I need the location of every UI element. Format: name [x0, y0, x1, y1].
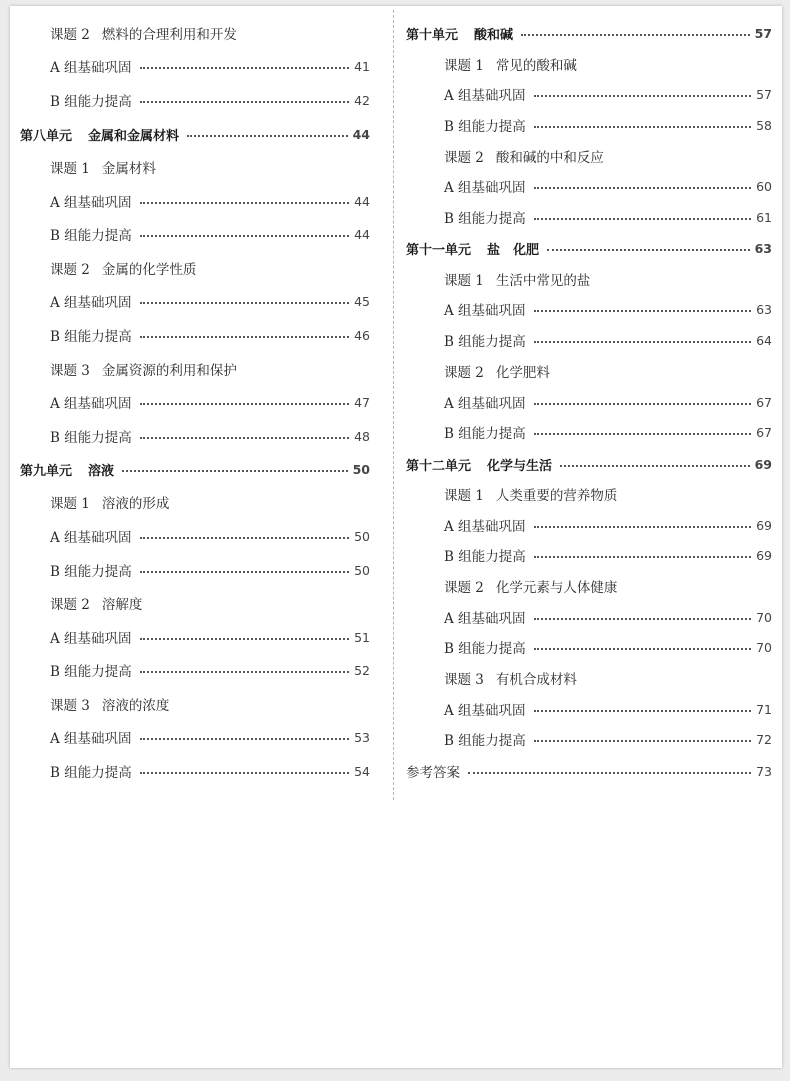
toc-lesson-label: 课题 1	[50, 496, 90, 512]
toc-unit-title: 盐 化肥	[487, 242, 540, 258]
page-number: 50	[352, 461, 370, 477]
page-number: 61	[756, 209, 772, 225]
toc-exercise-entry[interactable]	[10, 524, 380, 548]
page-number: 57	[756, 86, 772, 102]
dot-leader	[534, 648, 751, 650]
toc-exercise-entry[interactable]	[396, 205, 782, 229]
dot-leader	[140, 638, 350, 640]
toc-exercise-label: B 组能力提高	[50, 765, 132, 781]
toc-exercise-label: A 组基础巩固	[444, 519, 526, 535]
toc-exercise-entry[interactable]	[10, 289, 380, 313]
dot-leader	[140, 571, 349, 573]
toc-lesson-entry	[396, 359, 782, 383]
dot-leader	[547, 249, 750, 251]
toc-exercise-entry[interactable]	[396, 727, 782, 751]
dot-leader	[534, 740, 751, 742]
page-number: 73	[756, 763, 772, 779]
toc-exercise-label: B 组能力提高	[444, 211, 526, 227]
dot-leader	[140, 202, 350, 204]
toc-lesson-label: 课题 2	[444, 580, 484, 596]
toc-exercise-entry[interactable]	[396, 113, 782, 137]
toc-lesson-label: 课题 2	[50, 27, 90, 43]
dot-leader	[468, 772, 751, 774]
toc-lesson-entry	[10, 357, 380, 381]
page-number: 41	[354, 58, 370, 74]
toc-lesson-label: 课题 2	[444, 150, 484, 166]
toc-exercise-entry[interactable]	[10, 390, 380, 414]
toc-exercise-label: B 组能力提高	[444, 426, 526, 442]
toc-exercise-entry[interactable]	[396, 635, 782, 659]
page-number: 45	[354, 293, 370, 309]
toc-exercise-entry[interactable]	[10, 88, 380, 112]
dot-leader	[140, 101, 349, 103]
toc-lesson-title: 溶解度	[101, 597, 143, 613]
toc-lesson-title: 酸和碱的中和反应	[495, 150, 604, 166]
page-number: 50	[354, 562, 370, 578]
toc-lesson-entry	[10, 21, 380, 45]
toc-exercise-label: B 组能力提高	[444, 119, 526, 135]
toc-unit-entry[interactable]	[10, 457, 380, 481]
toc-lesson-entry	[10, 155, 380, 179]
toc-lesson-entry	[10, 591, 380, 615]
toc-lesson-label: 课题 1	[50, 161, 90, 177]
toc-lesson-entry	[396, 574, 782, 598]
dot-leader	[140, 302, 350, 304]
toc-lesson-title: 生活中常见的盐	[495, 273, 591, 289]
dot-leader	[140, 235, 349, 237]
toc-exercise-entry[interactable]	[10, 222, 380, 246]
page-number: 69	[754, 456, 772, 472]
page-number: 64	[756, 332, 772, 348]
page-number: 46	[354, 327, 370, 343]
dot-leader	[140, 738, 350, 740]
column-divider	[393, 10, 394, 800]
toc-exercise-label: A 组基础巩固	[444, 396, 526, 412]
toc-lesson-label: 课题 3	[444, 672, 484, 688]
toc-exercise-entry[interactable]	[396, 82, 782, 106]
toc-lesson-title: 常见的酸和碱	[495, 58, 577, 74]
toc-unit-entry[interactable]	[396, 21, 782, 45]
toc-unit-title: 化学与生活	[487, 458, 553, 474]
toc-lesson-label: 课题 1	[444, 488, 484, 504]
toc-lesson-title: 溶液的浓度	[101, 698, 170, 714]
toc-lesson-entry	[10, 490, 380, 514]
toc-exercise-label: A 组基础巩固	[50, 396, 132, 412]
toc-lesson-title: 人类重要的营养物质	[495, 488, 618, 504]
dot-leader	[140, 772, 349, 774]
toc-lesson-label: 课题 3	[50, 698, 90, 714]
dot-leader	[140, 537, 350, 539]
toc-exercise-label: B 组能力提高	[50, 430, 132, 446]
toc-lesson-entry	[10, 692, 380, 716]
toc-lesson-entry	[396, 52, 782, 76]
toc-exercise-label: A 组基础巩固	[50, 731, 132, 747]
toc-lesson-entry	[10, 256, 380, 280]
toc-lesson-entry	[396, 666, 782, 690]
dot-leader	[140, 671, 349, 673]
dot-leader	[534, 341, 751, 343]
page-number: 47	[354, 394, 370, 410]
toc-appendix-entry[interactable]	[396, 759, 782, 783]
toc-lesson-title: 溶液的形成	[101, 496, 170, 512]
toc-lesson-title: 燃料的合理利用和开发	[101, 27, 237, 43]
dot-leader	[534, 556, 751, 558]
toc-exercise-entry[interactable]	[396, 697, 782, 721]
page-number: 70	[756, 609, 772, 625]
toc-exercise-label: B 组能力提高	[444, 641, 526, 657]
toc-unit-label: 第八单元	[20, 128, 73, 144]
dot-leader	[534, 403, 752, 405]
page-number: 58	[756, 117, 772, 133]
page-number: 50	[354, 528, 370, 544]
toc-exercise-label: B 组能力提高	[50, 228, 132, 244]
toc-lesson-title: 有机合成材料	[495, 672, 577, 688]
page-number: 70	[756, 639, 772, 655]
toc-page	[10, 6, 782, 1068]
toc-exercise-entry[interactable]	[396, 390, 782, 414]
toc-exercise-entry[interactable]	[10, 424, 380, 448]
page-number: 48	[354, 428, 370, 444]
page-number: 60	[756, 178, 772, 194]
toc-unit-entry[interactable]	[396, 236, 782, 260]
page-number: 63	[754, 240, 772, 256]
page-number: 42	[354, 92, 370, 108]
toc-exercise-label: A 组基础巩固	[50, 295, 132, 311]
page-number: 44	[352, 126, 370, 142]
page-number: 57	[754, 25, 772, 41]
dot-leader	[521, 34, 750, 36]
toc-appendix-label: 参考答案	[406, 765, 460, 781]
toc-unit-label: 第九单元	[20, 463, 73, 479]
dot-leader	[534, 218, 751, 220]
toc-lesson-label: 课题 3	[50, 363, 90, 379]
dot-leader	[122, 470, 348, 472]
toc-exercise-entry[interactable]	[10, 54, 380, 78]
toc-lesson-title: 金属的化学性质	[101, 262, 197, 278]
toc-lesson-entry	[396, 482, 782, 506]
toc-lesson-label: 课题 1	[444, 58, 484, 74]
page-number: 53	[354, 729, 370, 745]
page-number: 71	[756, 701, 772, 717]
toc-unit-label: 第十二单元	[406, 458, 472, 474]
toc-exercise-entry[interactable]	[10, 725, 380, 749]
page-number: 69	[756, 547, 772, 563]
dot-leader	[534, 126, 751, 128]
toc-unit-entry[interactable]	[10, 122, 380, 146]
toc-exercise-label: B 组能力提高	[444, 334, 526, 350]
dot-leader	[534, 710, 752, 712]
toc-exercise-label: B 组能力提高	[444, 733, 526, 749]
toc-unit-title: 金属和金属材料	[88, 128, 180, 144]
toc-exercise-label: A 组基础巩固	[50, 60, 132, 76]
toc-lesson-label: 课题 1	[444, 273, 484, 289]
toc-exercise-label: A 组基础巩固	[50, 195, 132, 211]
toc-exercise-entry[interactable]	[10, 625, 380, 649]
toc-lesson-title: 化学元素与人体健康	[495, 580, 618, 596]
page-number: 72	[756, 731, 772, 747]
toc-exercise-entry[interactable]	[396, 420, 782, 444]
toc-unit-label: 第十一单元	[406, 242, 472, 258]
toc-lesson-entry	[396, 267, 782, 291]
page-number: 54	[354, 763, 370, 779]
page-number: 44	[354, 226, 370, 242]
toc-unit-title: 溶液	[88, 463, 115, 479]
page-number: 51	[354, 629, 370, 645]
toc-lesson-title: 金属资源的利用和保护	[101, 363, 237, 379]
toc-unit-title: 酸和碱	[474, 27, 514, 43]
toc-exercise-label: A 组基础巩固	[444, 303, 526, 319]
toc-exercise-entry[interactable]	[10, 189, 380, 213]
dot-leader	[534, 618, 752, 620]
toc-lesson-label: 课题 2	[50, 597, 90, 613]
toc-lesson-title: 金属材料	[101, 161, 156, 177]
toc-exercise-entry[interactable]	[396, 328, 782, 352]
page-number: 67	[756, 424, 772, 440]
toc-exercise-label: B 组能力提高	[50, 664, 132, 680]
toc-exercise-entry[interactable]	[10, 759, 380, 783]
dot-leader	[560, 465, 750, 467]
toc-exercise-label: A 组基础巩固	[444, 611, 526, 627]
toc-exercise-entry[interactable]	[396, 605, 782, 629]
page-number: 52	[354, 662, 370, 678]
toc-exercise-label: A 组基础巩固	[444, 180, 526, 196]
dot-leader	[534, 187, 752, 189]
toc-lesson-label: 课题 2	[444, 365, 484, 381]
page-number: 67	[756, 394, 772, 410]
toc-exercise-entry[interactable]	[396, 297, 782, 321]
toc-exercise-label: B 组能力提高	[50, 564, 132, 580]
toc-exercise-label: B 组能力提高	[50, 94, 132, 110]
toc-exercise-entry[interactable]	[10, 323, 380, 347]
dot-leader	[534, 433, 751, 435]
page-number: 44	[354, 193, 370, 209]
toc-exercise-label: A 组基础巩固	[50, 631, 132, 647]
dot-leader	[140, 67, 350, 69]
toc-lesson-label: 课题 2	[50, 262, 90, 278]
dot-leader	[534, 526, 752, 528]
dot-leader	[534, 95, 752, 97]
toc-exercise-entry[interactable]	[396, 513, 782, 537]
dot-leader	[187, 135, 348, 137]
toc-exercise-label: A 组基础巩固	[444, 88, 526, 104]
toc-exercise-entry[interactable]	[396, 174, 782, 198]
dot-leader	[140, 336, 349, 338]
toc-exercise-entry[interactable]	[396, 543, 782, 567]
toc-exercise-entry[interactable]	[10, 558, 380, 582]
toc-exercise-label: A 组基础巩固	[50, 530, 132, 546]
toc-lesson-entry	[396, 144, 782, 168]
page-number: 63	[756, 301, 772, 317]
dot-leader	[534, 310, 752, 312]
toc-exercise-entry[interactable]	[10, 658, 380, 682]
toc-exercise-label: B 组能力提高	[50, 329, 132, 345]
dot-leader	[140, 437, 349, 439]
toc-exercise-label: A 组基础巩固	[444, 703, 526, 719]
toc-unit-label: 第十单元	[406, 27, 459, 43]
toc-exercise-label: B 组能力提高	[444, 549, 526, 565]
page-number: 69	[756, 517, 772, 533]
toc-unit-entry[interactable]	[396, 452, 782, 476]
toc-lesson-title: 化学肥料	[495, 365, 550, 381]
dot-leader	[140, 403, 350, 405]
